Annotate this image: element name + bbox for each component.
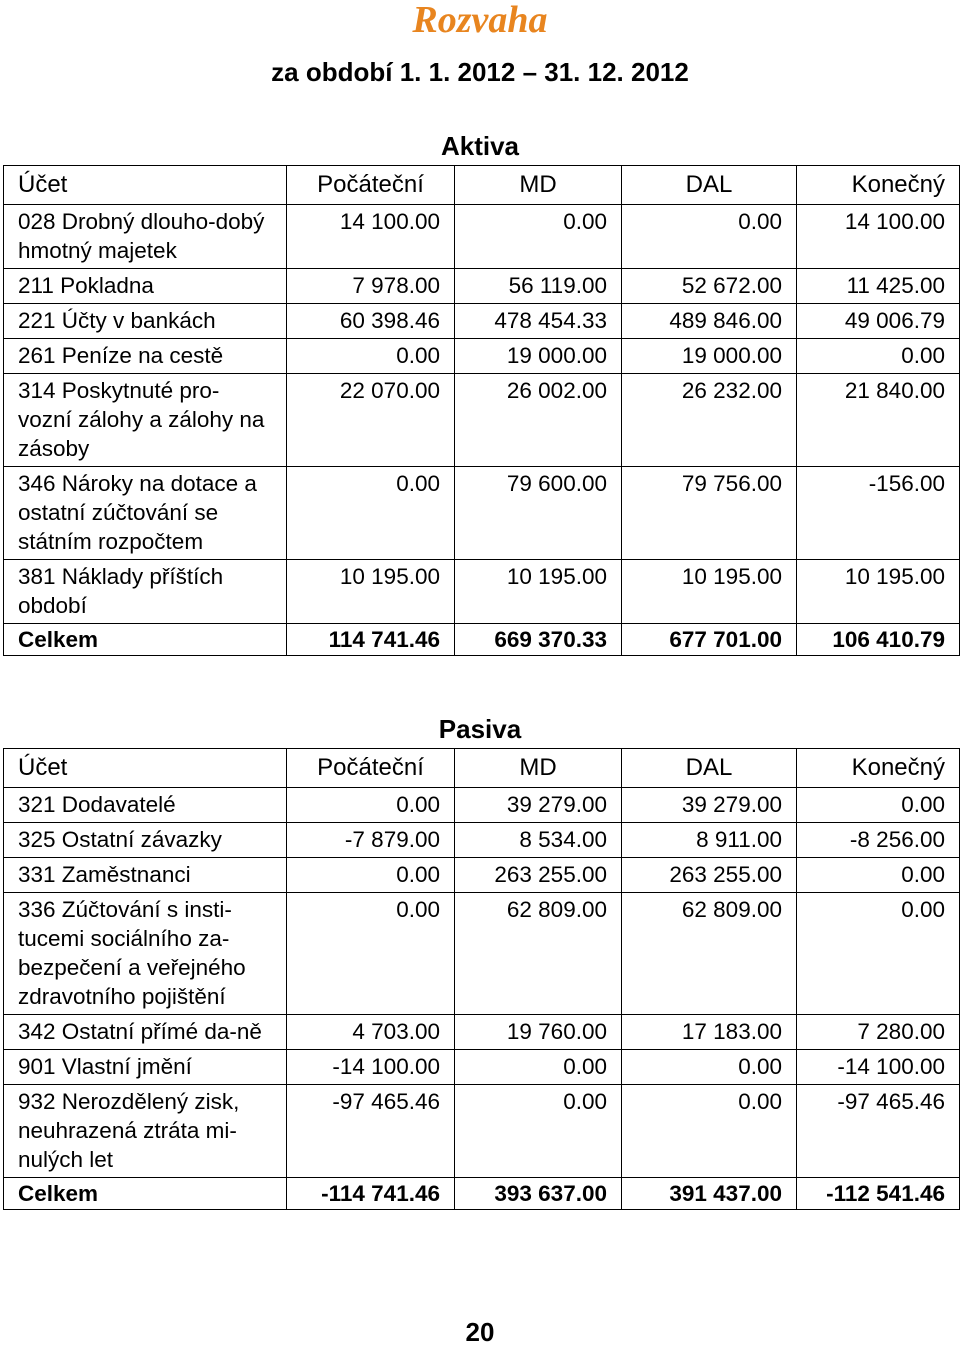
column-header-dal: DAL bbox=[622, 166, 797, 205]
dal-cell: 17 183.00 bbox=[622, 1015, 797, 1050]
total-dal: 391 437.00 bbox=[622, 1178, 797, 1210]
total-dal: 677 701.00 bbox=[622, 624, 797, 656]
pocatecni-cell: 22 070.00 bbox=[287, 374, 455, 467]
md-cell: 478 454.33 bbox=[455, 304, 622, 339]
konecny-cell: 49 006.79 bbox=[797, 304, 960, 339]
account-cell: 346 Nároky na dotace a ostatní zúčtování se státním rozpočtem bbox=[4, 467, 287, 560]
md-cell: 0.00 bbox=[455, 205, 622, 269]
account-cell: 028 Drobný dlouho-dobý hmotný majetek bbox=[4, 205, 287, 269]
account-cell: 901 Vlastní jmění bbox=[4, 1050, 287, 1085]
pasiva-rows bbox=[4, 788, 960, 1178]
pocatecni-cell: 14 100.00 bbox=[287, 205, 455, 269]
md-cell: 79 600.00 bbox=[455, 467, 622, 560]
page-number: 20 bbox=[465, 1317, 495, 1347]
total-pocatecni: -114 741.46 bbox=[287, 1178, 455, 1210]
table-row bbox=[4, 823, 960, 858]
table-row bbox=[4, 893, 960, 1015]
md-cell: 56 119.00 bbox=[455, 269, 622, 304]
account-cell: 211 Pokladna bbox=[4, 269, 287, 304]
konecny-cell: 0.00 bbox=[797, 893, 960, 1015]
total-pocatecni: 114 741.46 bbox=[287, 624, 455, 656]
column-header-konecny: Konečný bbox=[797, 749, 960, 788]
konecny-cell: 14 100.00 bbox=[797, 205, 960, 269]
md-cell: 10 195.00 bbox=[455, 560, 622, 624]
md-cell: 263 255.00 bbox=[455, 858, 622, 893]
column-header-account: Účet bbox=[4, 749, 287, 788]
column-header-pocatecni: Počáteční bbox=[287, 166, 455, 205]
pocatecni-cell: 0.00 bbox=[287, 858, 455, 893]
dal-cell: 19 000.00 bbox=[622, 339, 797, 374]
md-cell: 39 279.00 bbox=[455, 788, 622, 823]
table-row bbox=[4, 1085, 960, 1178]
md-cell: 0.00 bbox=[455, 1085, 622, 1178]
dal-cell: 8 911.00 bbox=[622, 823, 797, 858]
md-cell: 26 002.00 bbox=[455, 374, 622, 467]
dal-cell: 0.00 bbox=[622, 1085, 797, 1178]
table-row bbox=[4, 304, 960, 339]
konecny-cell: -8 256.00 bbox=[797, 823, 960, 858]
konecny-cell: -14 100.00 bbox=[797, 1050, 960, 1085]
dal-cell: 10 195.00 bbox=[622, 560, 797, 624]
pocatecni-cell: 4 703.00 bbox=[287, 1015, 455, 1050]
md-cell: 19 000.00 bbox=[455, 339, 622, 374]
account-cell: 314 Poskytnuté pro-vozní zálohy a zálohy na zásoby bbox=[4, 374, 287, 467]
column-header-konecny: Konečný bbox=[797, 166, 960, 205]
account-cell: 331 Zaměstnanci bbox=[4, 858, 287, 893]
column-header-pocatecni: Počáteční bbox=[287, 749, 455, 788]
aktiva-rows bbox=[4, 205, 960, 624]
account-cell: 336 Zúčtování s insti-tucemi sociálního za-bezpečení a veřejného zdravotního pojištění bbox=[4, 893, 287, 1015]
account-cell: 325 Ostatní závazky bbox=[4, 823, 287, 858]
konecny-cell: 0.00 bbox=[797, 858, 960, 893]
table-row bbox=[4, 467, 960, 560]
pasiva-table bbox=[3, 748, 960, 1210]
konecny-cell: -156.00 bbox=[797, 467, 960, 560]
konecny-cell: -97 465.46 bbox=[797, 1085, 960, 1178]
table-row bbox=[4, 788, 960, 823]
column-header-md: MD bbox=[455, 166, 622, 205]
pocatecni-cell: 0.00 bbox=[287, 467, 455, 560]
dal-cell: 62 809.00 bbox=[622, 893, 797, 1015]
md-cell: 62 809.00 bbox=[455, 893, 622, 1015]
pocatecni-cell: 0.00 bbox=[287, 339, 455, 374]
dal-cell: 52 672.00 bbox=[622, 269, 797, 304]
table-row bbox=[4, 858, 960, 893]
table-row bbox=[4, 269, 960, 304]
konecny-cell: 0.00 bbox=[797, 788, 960, 823]
total-md: 393 637.00 bbox=[455, 1178, 622, 1210]
konecny-cell: 10 195.00 bbox=[797, 560, 960, 624]
konecny-cell: 11 425.00 bbox=[797, 269, 960, 304]
pocatecni-cell: -97 465.46 bbox=[287, 1085, 455, 1178]
pasiva-total-row bbox=[4, 1178, 960, 1210]
pocatecni-cell: -7 879.00 bbox=[287, 823, 455, 858]
dal-cell: 0.00 bbox=[622, 205, 797, 269]
account-cell: 321 Dodavatelé bbox=[4, 788, 287, 823]
total-md: 669 370.33 bbox=[455, 624, 622, 656]
account-cell: 932 Nerozdělený zisk, neuhrazená ztráta mi-nulých let bbox=[4, 1085, 287, 1178]
document-period: za období 1. 1. 2012 – 31. 12. 2012 bbox=[271, 57, 689, 87]
pocatecni-cell: 10 195.00 bbox=[287, 560, 455, 624]
md-cell: 19 760.00 bbox=[455, 1015, 622, 1050]
table-row bbox=[4, 1015, 960, 1050]
account-cell: 381 Náklady příštích období bbox=[4, 560, 287, 624]
dal-cell: 263 255.00 bbox=[622, 858, 797, 893]
account-cell: 342 Ostatní přímé da-ně bbox=[4, 1015, 287, 1050]
pocatecni-cell: -14 100.00 bbox=[287, 1050, 455, 1085]
pocatecni-cell: 60 398.46 bbox=[287, 304, 455, 339]
dal-cell: 79 756.00 bbox=[622, 467, 797, 560]
pasiva-header-row bbox=[4, 749, 960, 788]
konecny-cell: 21 840.00 bbox=[797, 374, 960, 467]
column-header-account: Účet bbox=[4, 166, 287, 205]
aktiva-total-row bbox=[4, 624, 960, 656]
pocatecni-cell: 0.00 bbox=[287, 788, 455, 823]
aktiva-table bbox=[3, 165, 960, 656]
dal-cell: 26 232.00 bbox=[622, 374, 797, 467]
table-row bbox=[4, 205, 960, 269]
document-title: Rozvaha bbox=[412, 0, 548, 41]
pocatecni-cell: 7 978.00 bbox=[287, 269, 455, 304]
column-header-md: MD bbox=[455, 749, 622, 788]
total-konecny: 106 410.79 bbox=[797, 624, 960, 656]
md-cell: 8 534.00 bbox=[455, 823, 622, 858]
table-row bbox=[4, 560, 960, 624]
total-konecny: -112 541.46 bbox=[797, 1178, 960, 1210]
dal-cell: 0.00 bbox=[622, 1050, 797, 1085]
pasiva-heading: Pasiva bbox=[438, 714, 522, 744]
table-row bbox=[4, 374, 960, 467]
pocatecni-cell: 0.00 bbox=[287, 893, 455, 1015]
table-row bbox=[4, 1050, 960, 1085]
table-row bbox=[4, 339, 960, 374]
konecny-cell: 7 280.00 bbox=[797, 1015, 960, 1050]
md-cell: 0.00 bbox=[455, 1050, 622, 1085]
account-cell: 221 Účty v bankách bbox=[4, 304, 287, 339]
total-label: Celkem bbox=[4, 624, 287, 656]
account-cell: 261 Peníze na cestě bbox=[4, 339, 287, 374]
total-label: Celkem bbox=[4, 1178, 287, 1210]
dal-cell: 39 279.00 bbox=[622, 788, 797, 823]
konecny-cell: 0.00 bbox=[797, 339, 960, 374]
aktiva-header-row bbox=[4, 166, 960, 205]
column-header-dal: DAL bbox=[622, 749, 797, 788]
aktiva-heading: Aktiva bbox=[440, 131, 520, 161]
dal-cell: 489 846.00 bbox=[622, 304, 797, 339]
